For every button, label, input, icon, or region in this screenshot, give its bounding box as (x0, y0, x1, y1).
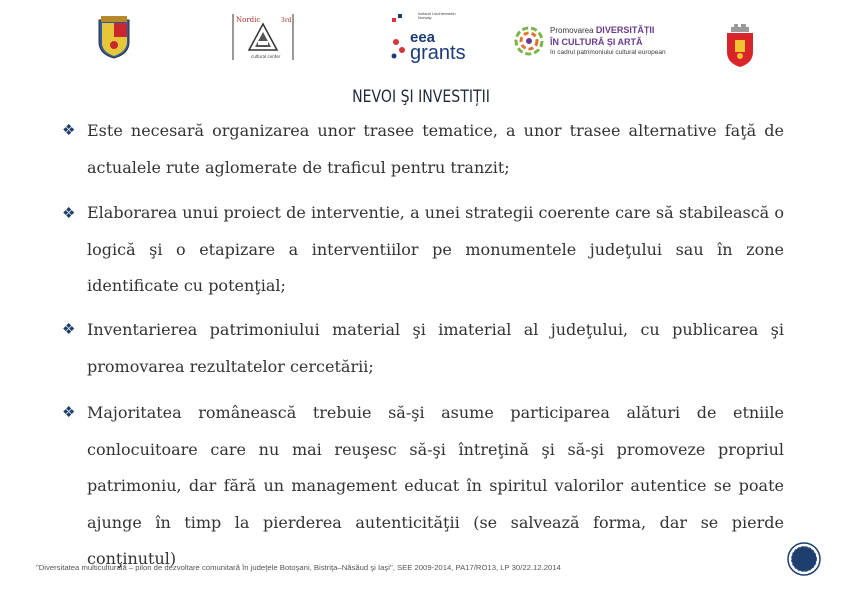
svg-text:cultural center: cultural center (251, 54, 281, 59)
eea-donor-countries: Iceland Liechtenstein Norway (418, 11, 456, 20)
bullet-text: Inventarierea patrimoniului material şi imaterial al judeţului, cu publicarea şi promovarea rezultatelor cercetării; (87, 320, 784, 376)
bullet-icon: ❖ (62, 204, 76, 222)
program-diversity-logo (512, 20, 684, 64)
city-coat-of-arms-logo (725, 22, 755, 68)
bullet-icon: ❖ (62, 121, 76, 139)
program-line-2: ÎN CULTURĂ ȘI ARTĂ (550, 37, 643, 47)
eea-word: eea (410, 29, 436, 46)
page-title: NEVOI ŞI INVESTIȚII (352, 87, 490, 107)
page-badge-icon (786, 541, 822, 577)
county-coat-of-arms-logo (93, 12, 135, 60)
program-line-3: în cadrul patrimoniului cultural european (550, 49, 666, 56)
bullet-icon: ❖ (62, 403, 76, 421)
svg-text:Nordic: Nordic (236, 16, 261, 24)
bullet-text: Elaborarea unui proiect de interventie, a unei strategii coerente care să stabilească o logică şi o etapizare a interventiilor pe monumentele judeţului sau în zone identificate cu potenţial; (87, 203, 784, 295)
program-line-1: Promovarea DIVERSITĂȚII (550, 25, 655, 35)
grants-word: grants (410, 42, 466, 64)
bullet-icon: ❖ (62, 320, 76, 338)
bullet-text: Majoritatea românească trebuie să-şi asume participarea alături de etniile conlocuitoare care nu mai reuşesc să-şi întreţină şi să-şi promoveze propriul patrimoniu, dar fără un management educat în spiritul valorilor autentice se poate ajunge în timp la pierderea autenticităţii (se salvează forma, dar se pierde conţinutul) (87, 403, 784, 568)
bullet-text: Este necesară organizarea unor trasee tematice, a unor trasee alternative faţă de actualele rute aglomerate de traficul pentru tranzit; (87, 121, 784, 177)
footnote: "Diversitatea multiculturală – pilon de dezvoltare comunitară în judeţele Botoşani, Bistriţa–Năsăud şi Iaşi", SEE 2009-2014, PA17/RO13, LP 30/22.12.2014 (36, 563, 561, 572)
svg-text:3rd: 3rd (281, 17, 292, 24)
association-logo (231, 12, 295, 62)
eea-grants-logo (388, 10, 468, 66)
